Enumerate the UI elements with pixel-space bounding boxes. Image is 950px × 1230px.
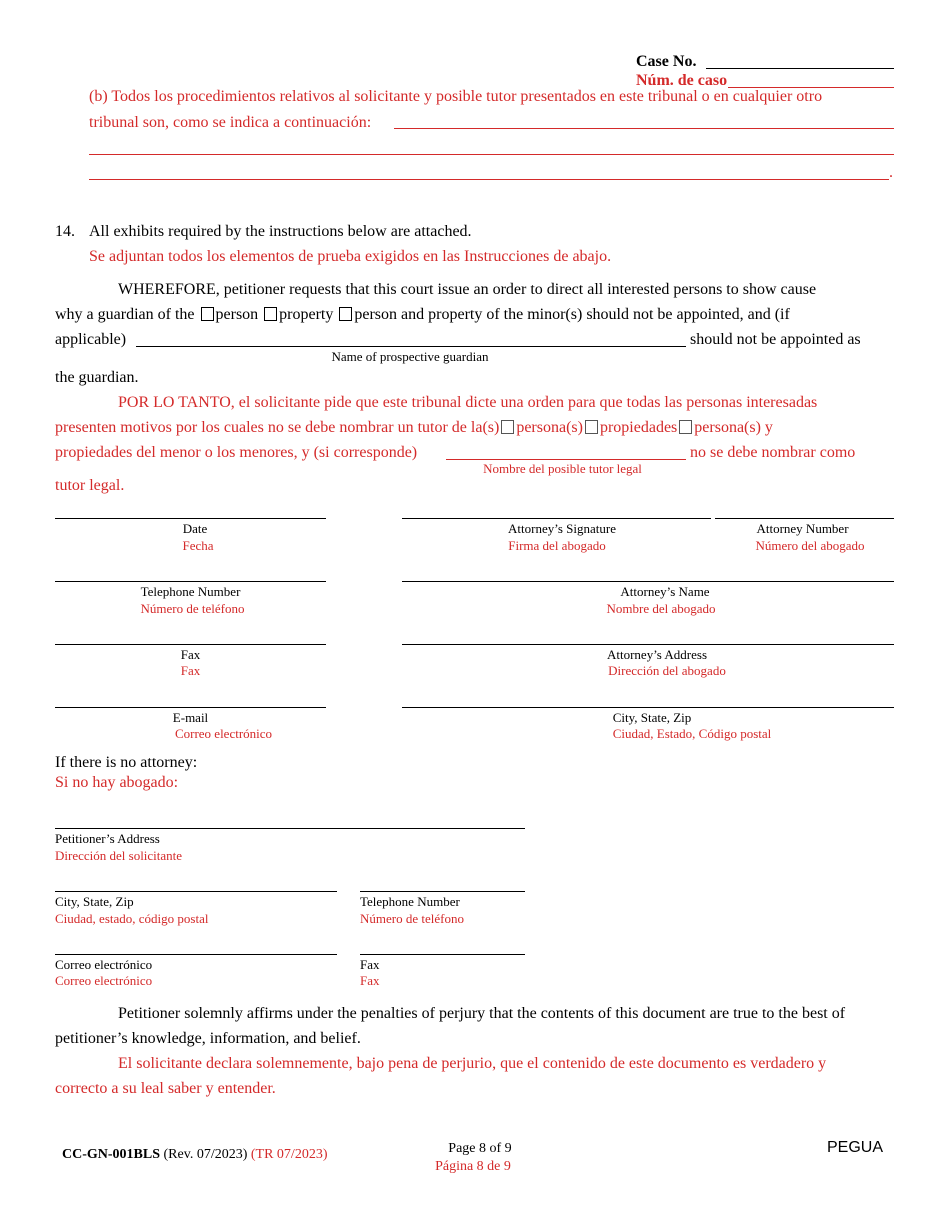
section-b-field-2[interactable] [89,154,894,155]
form-identifier [62,1146,327,1164]
city-state-zip-label: City, State, Zip [612,710,692,725]
affirm-en-line1: Petitioner solemnly affirms under the penalties of perjury that the contents of this document are true to the best of [118,1005,846,1022]
propiedades-option-label: propiedades [599,419,678,436]
property-checkbox[interactable] [264,307,277,321]
email-label: E-mail [172,710,209,725]
posible-tutor-name-field[interactable] [446,459,686,460]
fax-label-es: Fax [180,663,201,678]
wherefore-en-line2 [55,305,790,325]
petitioner-city-label-es: Ciudad, estado, código postal [55,911,209,926]
section-b-line1: (b) Todos los procedimientos relativos al solicitante y posible tutor presentados en este tribunal o en cualquier otro [89,88,823,105]
attorney-name-label: Attorney’s Name [620,584,710,599]
petitioner-telephone-label-es: Número de teléfono [360,911,464,926]
city-state-zip-label-es: Ciudad, Estado, Código postal [612,726,772,741]
date-label: Date [182,521,208,536]
person-checkbox[interactable] [201,307,214,321]
petitioner-city-label: City, State, Zip [55,894,134,909]
no-attorney-heading-es: Si no hay abogado: [55,774,179,791]
petitioner-address-label: Petitioner’s Address [55,831,160,846]
affirm-es-line1: El solicitante declara solemnemente, bajo pena de perjurio, que el contenido de este documento es verdadero y [118,1055,827,1072]
form-code: PEGUA [827,1139,884,1156]
attorney-signature-label: Attorney’s Signature [508,521,616,536]
attorney-address-label-es: Dirección del abogado [608,663,726,678]
wherefore-en-line2-text: why a guardian of the [55,306,195,323]
persona-checkbox[interactable] [501,420,514,434]
item-14-number: 14. [55,223,75,240]
fax-field[interactable] [55,644,326,645]
attorney-address-field[interactable] [402,644,894,645]
petitioner-email-field[interactable] [55,954,337,955]
petitioner-email-label: Correo electrónico [55,957,153,972]
petitioner-fax-field[interactable] [360,954,525,955]
email-label-es: Correo electrónico [174,726,273,741]
attorney-number-field[interactable] [715,518,894,519]
attorney-name-field[interactable] [402,581,894,582]
wherefore-en-not-appointed: should not be appointed as [690,331,861,348]
petitioner-address-field[interactable] [55,828,525,829]
form-revision: (Rev. 07/2023) [163,1147,248,1162]
fax-label: Fax [180,647,201,662]
persona-propiedades-checkbox[interactable] [679,420,692,434]
posible-tutor-caption: Nombre del posible tutor legal [483,461,642,476]
petitioner-fax-label-es: Fax [360,973,380,988]
wherefore-es-line2 [55,418,773,438]
date-field[interactable] [55,518,326,519]
no-attorney-heading: If there is no attorney: [55,754,198,771]
persona-option-label: persona(s) [516,419,583,436]
petitioner-telephone-field[interactable] [360,891,525,892]
wherefore-en-applicable: applicable) [55,331,127,348]
petitioner-fax-label: Fax [360,957,380,972]
wherefore-en-line1: WHEREFORE, petitioner requests that this court issue an order to direct all interested persons to show cause [118,281,817,298]
petitioner-telephone-label: Telephone Number [360,894,460,909]
telephone-field[interactable] [55,581,326,582]
prospective-guardian-name-field[interactable] [136,346,686,347]
form-id: CC-GN-001BLS [62,1147,161,1162]
affirm-es-line2: correcto a su leal saber y entender. [55,1080,276,1097]
attorney-number-label-es: Número del abogado [755,538,865,553]
person-property-option-label: person and property of the minor(s) should not be appointed, and (if [354,306,790,323]
attorney-name-label-es: Nombre del abogado [606,601,716,616]
page-number-es: Página 8 de 9 [435,1159,511,1174]
page-number: Page 8 of 9 [448,1141,512,1156]
propiedades-checkbox[interactable] [585,420,598,434]
wherefore-en-line4: the guardian. [55,369,139,386]
attorney-signature-field[interactable] [402,518,711,519]
persona-propiedades-option-label: persona(s) y [694,419,773,436]
section-b-period: . [889,164,893,181]
wherefore-es-line2-text: presenten motivos por los cuales no se debe nombrar un tutor de la(s) [55,419,500,436]
section-b-field-1[interactable] [394,128,894,129]
form-translation-revision: (TR 07/2023) [250,1147,328,1162]
property-option-label: property [279,306,334,323]
section-b-field-3[interactable] [89,179,889,180]
telephone-label-es: Número de teléfono [140,601,245,616]
case-no-label: Case No. [636,53,697,70]
person-option-label: person [215,306,259,323]
attorney-address-label: Attorney’s Address [606,647,708,662]
date-label-es: Fecha [182,538,214,553]
attorney-number-label: Attorney Number [756,521,849,536]
person-property-checkbox[interactable] [339,307,352,321]
section-b-line2: tribunal son, como se indica a continuación: [89,114,372,131]
wherefore-es-line3: propiedades del menor o los menores, y (si corresponde) [55,444,418,461]
telephone-label: Telephone Number [140,584,241,599]
petitioner-city-field[interactable] [55,891,337,892]
wherefore-es-no-nombrar: no se debe nombrar como [690,444,856,461]
case-no-es-label: Núm. de caso [636,72,728,89]
wherefore-es-line1: POR LO TANTO, el solicitante pide que este tribunal dicte una orden para que todas las personas interesadas [118,394,818,411]
case-no-field[interactable] [706,68,894,69]
item-14-en: All exhibits required by the instructions below are attached. [89,223,472,240]
item-14-es: Se adjuntan todos los elementos de prueba exigidos en las Instrucciones de abajo. [89,248,612,265]
email-field[interactable] [55,707,326,708]
prospective-guardian-caption: Name of prospective guardian [331,349,489,364]
city-state-zip-field[interactable] [402,707,894,708]
affirm-en-line2: petitioner’s knowledge, information, and belief. [55,1030,361,1047]
attorney-signature-label-es: Firma del abogado [508,538,606,553]
wherefore-es-line4: tutor legal. [55,477,125,494]
petitioner-email-label-es: Correo electrónico [55,973,153,988]
petitioner-address-label-es: Dirección del solicitante [55,848,183,863]
